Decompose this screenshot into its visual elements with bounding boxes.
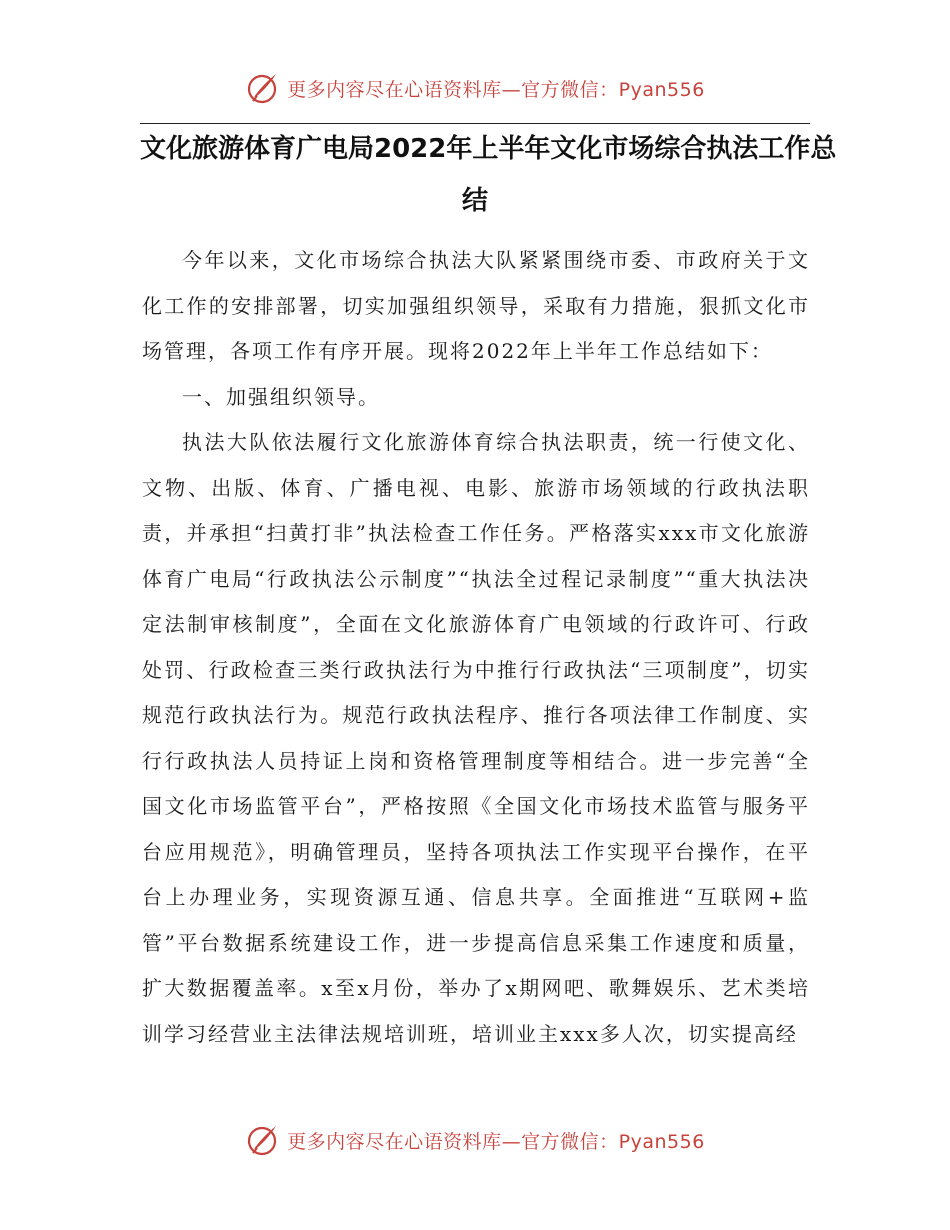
paragraph-section-1: 执法大队依法履行文化旅游体育综合执法职责，统一行使文化、文物、出版、体育、广播电视、电影、旅游市场领域的行政执法职责，并承担“扫黄打非”执法检查工作任务。严格落实xxx市文化旅游体育广电局“行政执法公示制度”“执法全过程记录制度”“重大执法决定法制审核制度”，全面在文化旅游体育广电领域的行政许可、行政处罚、行政检查三类行政执法行为中推行行政执法“三项制度”，切实规范行政执法行为。规范行政执法程序、推行各项法律工作制度、实行行政执法人员持证上岗和资格管理制度等相结合。进一步完善“全国文化市场监管平台”，严格按照《全国文化市场技术监管与服务平台应用规范》，明确管理员，坚持各项执法工作实现平台操作，在平台上办理业务，实现资源互通、信息共享。全面推进“互联网+监管”平台数据系统建设工作，进一步提高信息采集工作速度和质量，扩大数据覆盖率。x至x月份，举办了x期网吧、歌舞娱乐、艺术类培训学习经营业主法律法规培训班，培训业主xxx多人次，切实提高经 [142, 430, 810, 1046]
quill-logo-icon [245, 1122, 281, 1158]
header-rule [140, 123, 810, 124]
footer-banner-text: 更多内容尽在心语资料库—官方微信：Pyan556 [287, 1130, 705, 1153]
footer-banner [0, 1120, 950, 1160]
document-title-line-2: 结 [461, 186, 488, 216]
paragraph-intro: 今年以来，文化市场综合执法大队紧紧围绕市委、市政府关于文化工作的安排部署，切实加强组织领导，采取有力措施，狠抓文化市场管理，各项工作有序开展。现将2022年上半年工作总结如下： [142, 248, 810, 363]
document-body [142, 238, 810, 1057]
section-heading-1: 一、加强组织领导。 [182, 384, 380, 409]
header-banner [0, 68, 950, 108]
header-banner-text: 更多内容尽在心语资料库—官方微信：Pyan556 [287, 78, 705, 101]
quill-logo-icon [245, 70, 281, 106]
document-title-line-1: 文化旅游体育广电局2022年上半年文化市场综合执法工作总 [140, 134, 837, 164]
